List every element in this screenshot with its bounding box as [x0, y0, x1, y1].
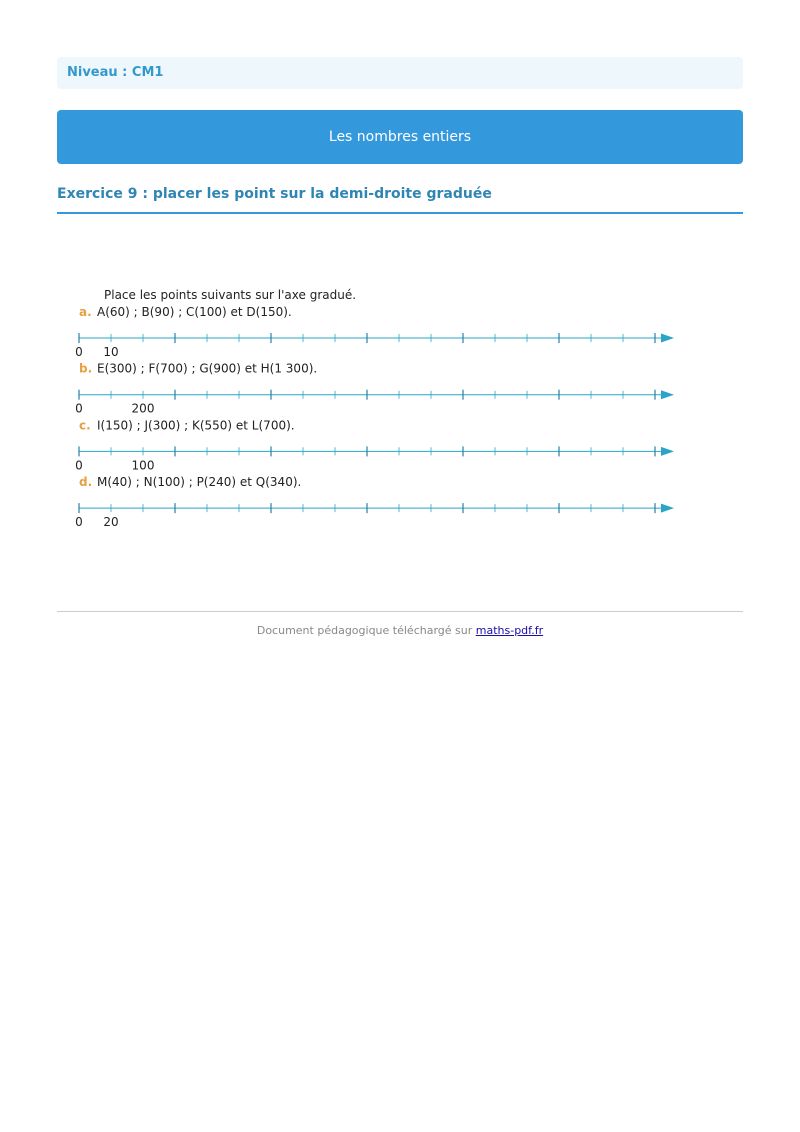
item-points-text: M(40) ; N(100) ; P(240) et Q(340). — [97, 475, 302, 490]
zero-label: 0 — [75, 515, 83, 530]
chapter-title: Les nombres entiers — [328, 129, 472, 145]
footer — [57, 624, 743, 637]
item-points-text: E(300) ; F(700) ; G(900) et H(1 300). — [97, 361, 318, 376]
step-label: 10 — [103, 345, 119, 359]
item-points-text: I(150) ; J(300) ; K(550) et L(700). — [97, 418, 295, 433]
zero-label: 0 — [75, 401, 83, 416]
footer-text: Document pédagogique téléchargé sur — [256, 624, 476, 637]
zero-label: 0 — [75, 458, 83, 473]
step-label: 200 — [131, 401, 155, 416]
item-letter: d. — [79, 475, 93, 490]
step-label: 20 — [103, 515, 119, 530]
footer-divider — [57, 611, 743, 612]
instruction-text: Place les points suivants sur l'axe gradué. — [104, 288, 357, 302]
axis-arrowhead — [661, 390, 674, 399]
item-letter: a. — [79, 305, 92, 319]
item-letter: b. — [79, 361, 93, 376]
exercise-title: Exercice 9 : placer les point sur la demi-droite graduée — [57, 186, 492, 202]
axis-arrowhead — [661, 334, 674, 343]
footer-link[interactable]: maths-pdf.fr — [475, 624, 544, 637]
item-points-text: A(60) ; B(90) ; C(100) et D(150). — [97, 305, 292, 319]
axis-arrowhead — [661, 447, 674, 456]
step-label: 100 — [131, 458, 155, 473]
level-label: Niveau : CM1 — [67, 65, 164, 80]
zero-label: 0 — [75, 345, 83, 359]
axis-arrowhead — [661, 504, 674, 513]
item-letter: c. — [79, 418, 91, 433]
